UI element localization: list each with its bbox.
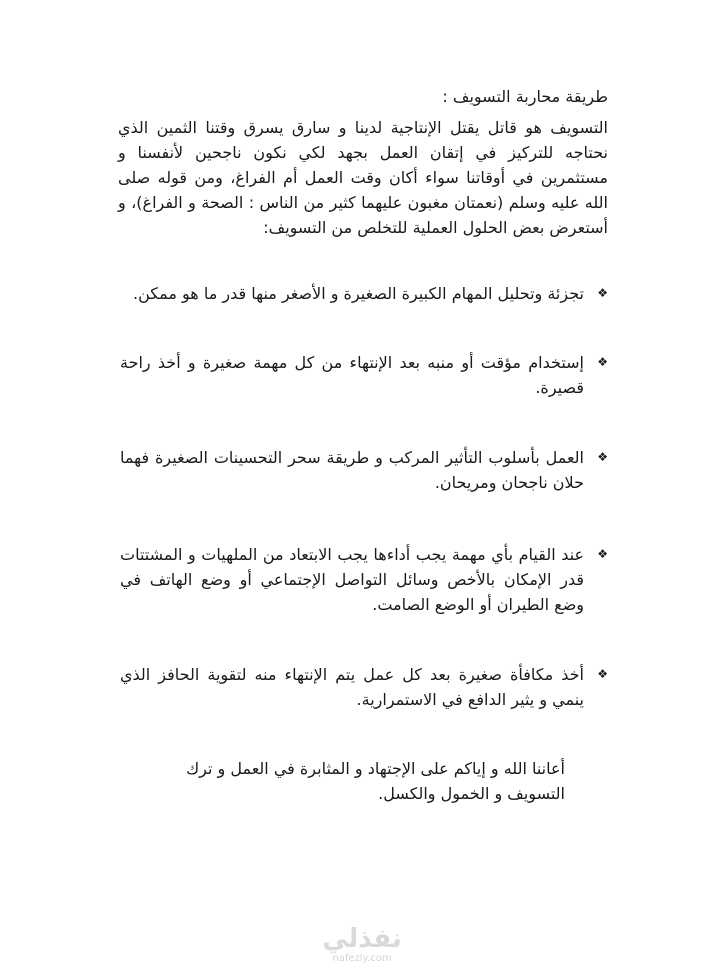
watermark-logo-text: نفذلي	[322, 924, 402, 954]
list-item-text: العمل بأسلوب التأثير المركب و طريقة سحر التحسينات الصغيرة فهما حلان ناجحان ومريحان.	[120, 448, 584, 492]
bullet-diamond-icon: ❖	[597, 286, 608, 300]
document-heading: طريقة محاربة التسويف :	[442, 87, 608, 106]
list-item	[120, 542, 608, 617]
watermark-logo	[312, 925, 412, 965]
list-item	[120, 350, 608, 400]
bullet-diamond-icon: ❖	[597, 547, 608, 561]
list-item	[120, 281, 608, 306]
bullet-diamond-icon: ❖	[597, 355, 608, 369]
closing-paragraph: أعاننا الله و إياكم على الإجتهاد و المثابرة في العمل و ترك التسويف و الخمول والكسل.	[185, 759, 565, 803]
intro-paragraph: التسويف هو قاتل يقتل الإنتاجية لدينا و سارق يسرق وقتنا الثمين الذي نحتاجه للتركيز في إتقان العمل بجهد لكي نكون ناجحين لأنفسنا و مستثمرين في أوقاتنا سواء أكان وقت العمل أم الفراغ، ومن قوله صلى الله عليه وسلم (نعمتان مغبون عليهما كثير من الناس : الصحة و الفراغ)، و أستعرض بعض الحلول العملية للتخلص من التسويف:	[118, 118, 608, 237]
watermark-url: nafezly.com	[332, 953, 392, 964]
list-item-text: أخذ مكافأة صغيرة بعد كل عمل يتم الإنتهاء منه لتقوية الحافز الذي ينمي و يثير الدافع في الاستمرارية.	[120, 665, 584, 709]
list-item-text: إستخدام مؤقت أو منبه بعد الإنتهاء من كل مهمة صغيرة و أخذ راحة قصيرة.	[120, 353, 584, 397]
bullet-diamond-icon: ❖	[597, 667, 608, 681]
list-item-text: تجزئة وتحليل المهام الكبيرة الصغيرة و الأصغر منها قدر ما هو ممكن.	[133, 284, 584, 303]
list-item	[120, 662, 608, 712]
list-item-text: عند القيام بأي مهمة يجب أداءها يجب الابتعاد من الملهيات و المشتتات قدر الإمكان بالأخص وسائل التواصل الإجتماعي أو وضع الهاتف في وضع الطيران أو الوضع الصامت.	[120, 545, 584, 614]
bullet-diamond-icon: ❖	[597, 450, 608, 464]
list-item	[120, 445, 608, 495]
